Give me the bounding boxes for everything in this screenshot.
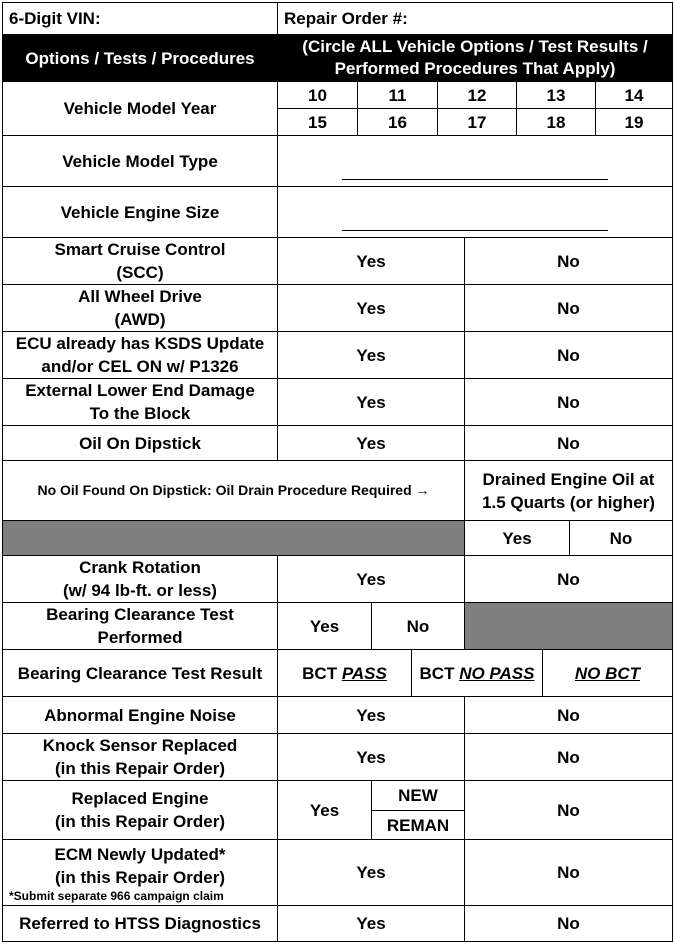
htss-referral-no-option[interactable] bbox=[464, 905, 673, 942]
year-option[interactable] bbox=[357, 108, 438, 136]
crank-rotation-no-option[interactable] bbox=[464, 555, 673, 603]
model-year-label-text: Vehicle Model Year bbox=[63, 99, 217, 118]
drained-oil-line1: Drained Engine Oil at bbox=[482, 469, 655, 489]
year-option-text: 14 bbox=[624, 85, 644, 105]
replaced-engine-reman-text: REMAN bbox=[386, 815, 450, 835]
ecu-ksds-no-option[interactable] bbox=[464, 331, 673, 379]
drained-oil-line2: 1.5 Quarts (or higher) bbox=[482, 492, 655, 512]
ecm-campaign-note: *Submit separate 966 campaign claim bbox=[9, 888, 224, 903]
bct-pass-option[interactable] bbox=[277, 649, 412, 697]
vin-field[interactable] bbox=[2, 2, 278, 35]
htss-referral-no-text: No bbox=[557, 914, 580, 933]
htss-referral-yes-option[interactable] bbox=[277, 905, 465, 942]
oil-dipstick-label bbox=[2, 425, 278, 461]
replaced-engine-label-line1: Replaced Engine bbox=[71, 789, 209, 808]
bct-performed-no-option[interactable] bbox=[371, 602, 465, 650]
ecu-ksds-label-line1: ECU already has KSDS Update bbox=[15, 334, 265, 353]
crank-rotation-no-text: No bbox=[557, 569, 580, 589]
year-option-text: 15 bbox=[308, 112, 327, 132]
crank-rotation-yes-text: Yes bbox=[356, 569, 386, 589]
repair-order-label: Repair Order #: bbox=[284, 9, 408, 28]
drained-oil-label bbox=[464, 460, 673, 521]
crank-rotation-yes-option[interactable] bbox=[277, 555, 465, 603]
knock-sensor-label bbox=[2, 733, 278, 781]
ecu-ksds-label bbox=[2, 331, 278, 379]
engine-size-label bbox=[2, 186, 278, 238]
year-option-text: 10 bbox=[308, 85, 327, 105]
no-bct-option[interactable] bbox=[542, 649, 673, 697]
replaced-engine-yes-text: Yes bbox=[309, 800, 340, 820]
ecm-updated-no-text: No bbox=[557, 863, 580, 882]
engine-noise-no-option[interactable] bbox=[464, 696, 673, 734]
bct-pass-prefix: BCT bbox=[302, 663, 342, 683]
oil-dipstick-no-option[interactable] bbox=[464, 425, 673, 461]
engine-size-write-line bbox=[342, 230, 608, 231]
awd-label bbox=[2, 284, 278, 332]
awd-label-line2: (AWD) bbox=[114, 310, 166, 329]
model-type-label bbox=[2, 135, 278, 187]
htss-referral-yes-text: Yes bbox=[356, 914, 386, 933]
year-option-text: 18 bbox=[546, 112, 566, 132]
ecm-updated-no-option[interactable] bbox=[464, 839, 673, 906]
htss-referral-label bbox=[2, 905, 278, 942]
engine-size-label-text: Vehicle Engine Size bbox=[60, 202, 220, 222]
vehicle-options-form bbox=[2, 2, 673, 943]
engine-noise-no-text: No bbox=[557, 705, 580, 725]
crank-rotation-label-line1: Crank Rotation bbox=[79, 558, 201, 577]
scc-yes-text: Yes bbox=[356, 251, 386, 271]
bct-performed-yes-option[interactable] bbox=[277, 602, 372, 650]
engine-noise-yes-option[interactable] bbox=[277, 696, 465, 734]
knock-sensor-label-line1: Knock Sensor Replaced bbox=[42, 736, 238, 755]
year-option[interactable] bbox=[595, 108, 673, 136]
scc-label-line1: Smart Cruise Control bbox=[54, 240, 226, 259]
engine-noise-label bbox=[2, 696, 278, 734]
engine-noise-label-text: Abnormal Engine Noise bbox=[44, 705, 236, 725]
year-option[interactable] bbox=[437, 108, 517, 136]
scc-yes-option[interactable] bbox=[277, 237, 465, 285]
ecm-updated-label-line2: (in this Repair Order) bbox=[54, 867, 226, 887]
year-option[interactable] bbox=[516, 81, 596, 109]
year-option[interactable] bbox=[357, 81, 438, 109]
block-damage-label bbox=[2, 378, 278, 426]
htss-referral-label-text: Referred to HTSS Diagnostics bbox=[19, 914, 261, 933]
drained-oil-no-text: No bbox=[609, 528, 633, 548]
bct-performed-label-line1: Bearing Clearance Test bbox=[46, 605, 234, 624]
knock-sensor-yes-text: Yes bbox=[356, 747, 386, 767]
model-year-label bbox=[2, 81, 278, 136]
oil-dipstick-yes-option[interactable] bbox=[277, 425, 465, 461]
bct-pass-text: PASS bbox=[341, 663, 387, 683]
model-type-write-line bbox=[342, 179, 608, 180]
oil-dipstick-yes-text: Yes bbox=[356, 433, 386, 453]
no-bct-text: NO BCT bbox=[574, 663, 641, 683]
replaced-engine-new-text: NEW bbox=[398, 786, 438, 805]
replaced-engine-yes-option[interactable] bbox=[277, 780, 372, 840]
awd-yes-option[interactable] bbox=[277, 284, 465, 332]
awd-no-text: No bbox=[557, 298, 580, 318]
replaced-engine-no-option[interactable] bbox=[464, 780, 673, 840]
awd-yes-text: Yes bbox=[356, 298, 386, 318]
oil-dipstick-no-text: No bbox=[557, 433, 580, 453]
oil-drain-procedure-label bbox=[2, 460, 465, 521]
awd-label-line1: All Wheel Drive bbox=[78, 287, 202, 306]
knock-sensor-label-line2: (in this Repair Order) bbox=[54, 759, 226, 778]
drained-oil-yes-option[interactable] bbox=[464, 520, 570, 556]
bct-performed-label bbox=[2, 602, 278, 650]
awd-no-option[interactable] bbox=[464, 284, 673, 332]
replaced-engine-reman-option[interactable] bbox=[371, 810, 465, 840]
shaded-cell bbox=[2, 520, 465, 556]
bct-no-pass-option[interactable] bbox=[411, 649, 543, 697]
instructions-line1: (Circle ALL Vehicle Options / Test Results / bbox=[302, 37, 648, 56]
ecu-ksds-label-line2: and/or CEL ON w/ P1326 bbox=[41, 357, 239, 376]
bct-performed-label-line2: Performed bbox=[97, 628, 183, 647]
block-damage-label-line2: To the Block bbox=[89, 404, 191, 423]
year-option[interactable] bbox=[595, 81, 673, 109]
bct-performed-yes-text: Yes bbox=[309, 616, 340, 636]
bct-result-label-text: Bearing Clearance Test Result bbox=[17, 663, 263, 683]
scc-label bbox=[2, 237, 278, 285]
ecu-ksds-no-text: No bbox=[557, 345, 580, 365]
vin-label: 6-Digit VIN: bbox=[9, 9, 101, 28]
year-option[interactable] bbox=[516, 108, 596, 136]
scc-no-option[interactable] bbox=[464, 237, 673, 285]
block-damage-yes-text: Yes bbox=[356, 392, 386, 412]
oil-drain-procedure-text: No Oil Found On Dipstick: Oil Drain Procedure Required → bbox=[37, 482, 430, 498]
model-type-field[interactable] bbox=[277, 135, 673, 187]
year-option-text: 17 bbox=[467, 112, 487, 132]
knock-sensor-yes-option[interactable] bbox=[277, 733, 465, 781]
replaced-engine-no-text: No bbox=[557, 800, 580, 820]
oil-dipstick-label-text: Oil On Dipstick bbox=[79, 433, 201, 453]
scc-label-line2: (SCC) bbox=[116, 263, 164, 282]
block-damage-label-line1: External Lower End Damage bbox=[25, 381, 255, 400]
ecm-updated-yes-option[interactable] bbox=[277, 839, 465, 906]
model-type-label-text: Vehicle Model Type bbox=[62, 151, 218, 171]
ecu-ksds-yes-option[interactable] bbox=[277, 331, 465, 379]
repair-order-field[interactable] bbox=[277, 2, 673, 35]
ecu-ksds-yes-text: Yes bbox=[356, 345, 386, 365]
year-option[interactable] bbox=[437, 81, 517, 109]
replaced-engine-new-option[interactable] bbox=[371, 780, 465, 811]
year-option-text: 16 bbox=[388, 112, 407, 132]
engine-noise-yes-text: Yes bbox=[356, 705, 386, 725]
ecm-updated-label bbox=[2, 839, 278, 906]
crank-rotation-label bbox=[2, 555, 278, 603]
year-option-text: 11 bbox=[388, 85, 407, 105]
block-damage-no-text: No bbox=[557, 392, 580, 412]
options-header bbox=[2, 34, 278, 82]
block-damage-yes-option[interactable] bbox=[277, 378, 465, 426]
engine-size-field[interactable] bbox=[277, 186, 673, 238]
ecm-updated-label-line1: ECM Newly Updated* bbox=[54, 844, 226, 864]
bct-no-pass-prefix: BCT bbox=[419, 663, 460, 683]
bct-no-pass-text: NO PASS bbox=[459, 663, 535, 683]
bct-performed-no-text: No bbox=[406, 616, 430, 636]
year-option[interactable] bbox=[277, 81, 358, 109]
year-option-text: 13 bbox=[546, 85, 566, 105]
replaced-engine-label-line2: (in this Repair Order) bbox=[54, 812, 226, 831]
year-option-text: 19 bbox=[624, 112, 644, 132]
options-header-text: Options / Tests / Procedures bbox=[25, 48, 255, 68]
knock-sensor-no-option[interactable] bbox=[464, 733, 673, 781]
instructions-header bbox=[277, 34, 673, 82]
year-option-text: 12 bbox=[467, 85, 487, 105]
crank-rotation-label-line2: (w/ 94 lb-ft. or less) bbox=[63, 581, 217, 600]
instructions-line2: Performed Procedures That Apply) bbox=[334, 59, 616, 78]
drained-oil-yes-text: Yes bbox=[502, 528, 532, 548]
replaced-engine-label bbox=[2, 780, 278, 840]
year-option[interactable] bbox=[277, 108, 358, 136]
scc-no-text: No bbox=[557, 251, 580, 271]
shaded-cell bbox=[464, 602, 673, 650]
knock-sensor-no-text: No bbox=[557, 747, 580, 767]
block-damage-no-option[interactable] bbox=[464, 378, 673, 426]
drained-oil-no-option[interactable] bbox=[569, 520, 673, 556]
ecm-updated-yes-text: Yes bbox=[356, 863, 386, 882]
bct-result-label bbox=[2, 649, 278, 697]
